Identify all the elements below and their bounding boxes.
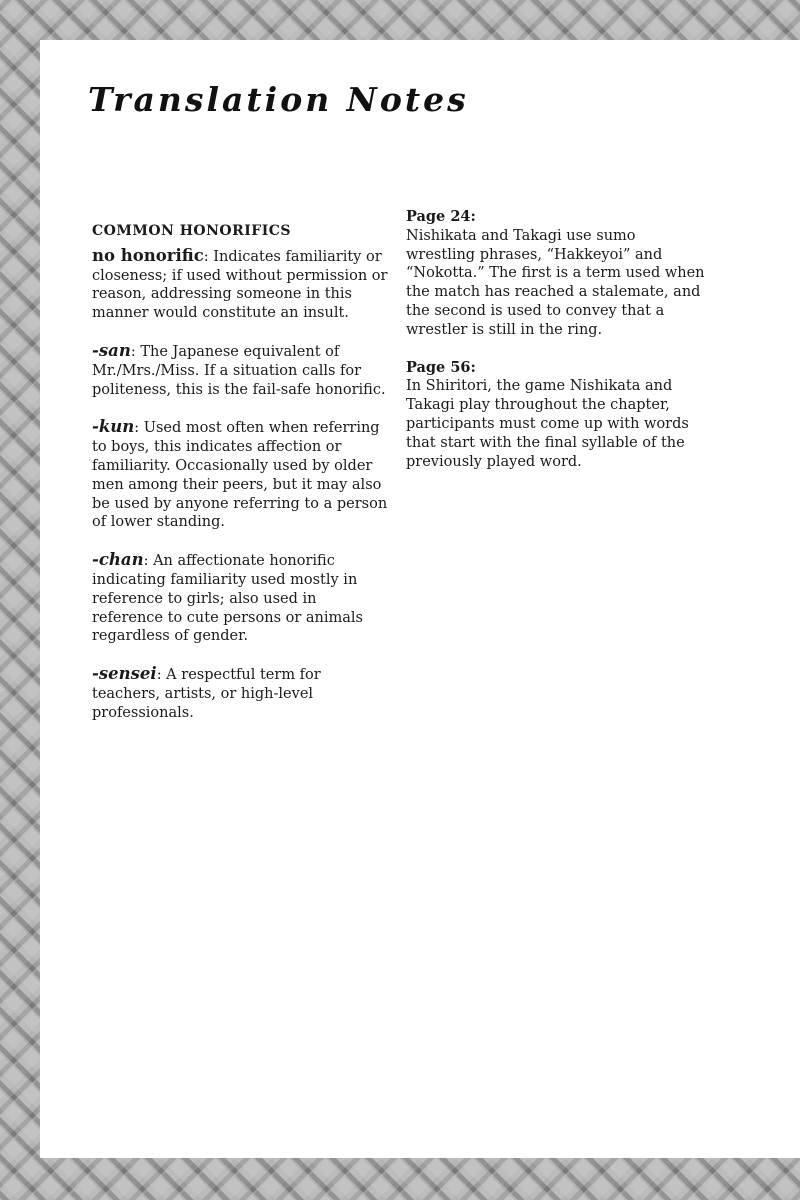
honorific-entry [92,247,392,323]
honorific-definition: : A respectful term for teachers, artists, or high-level professionals. [92,667,321,721]
honorific-entry [92,665,392,722]
section-heading: COMMON HONORIFICS [92,223,292,239]
honorific-term: -san [92,340,131,360]
honorific-definition: : Used most often when referring to boys, this indicates affection or familiarity. Occasionally used by older men among their peers, but it may also be used by anyone referring to a person of lower standing. [92,420,388,531]
honorific-term: -chan [92,550,144,570]
honorific-term: -sensei [92,664,157,684]
note-text: In Shiritori, the game Nishikata and Takagi play throughout the chapter, participants must come up with words that start with the final syllable of the previously played word. [406,378,689,470]
honorific-entry [92,551,392,646]
honorific-entry [92,342,392,399]
honorific-entry [92,418,392,532]
note-text: Nishikata and Takagi use sumo wrestling phrases, “Hakkeyoi” and “Nokotta.” The first is a term used when the match has reached a stalemate, and the second is used to convey that a wrestler is still in the ring. [406,227,705,338]
honorifics-column [92,222,392,742]
page [40,40,800,1158]
page-notes-column [406,208,706,490]
note-heading: Page 24: [406,208,476,225]
honorific-definition: : The Japanese equivalent of Mr./Mrs./Miss. If a situation calls for politeness, this is the fail-safe honorific. [92,343,386,398]
note-heading: Page 56: [406,358,476,376]
honorific-definition: : An affectionate honorific indicating familiarity used mostly in reference to girls; also used in reference to cute persons or animals regardless of gender. [92,553,363,645]
honorific-term: -kun [92,417,135,437]
page-title: Translation Notes [88,80,469,119]
honorific-term: no honorific [92,245,204,265]
honorific-definition: : Indicates familiarity or closeness; if used without permission or reason, addressing someone in this manner would constitute an insult. [92,248,388,322]
